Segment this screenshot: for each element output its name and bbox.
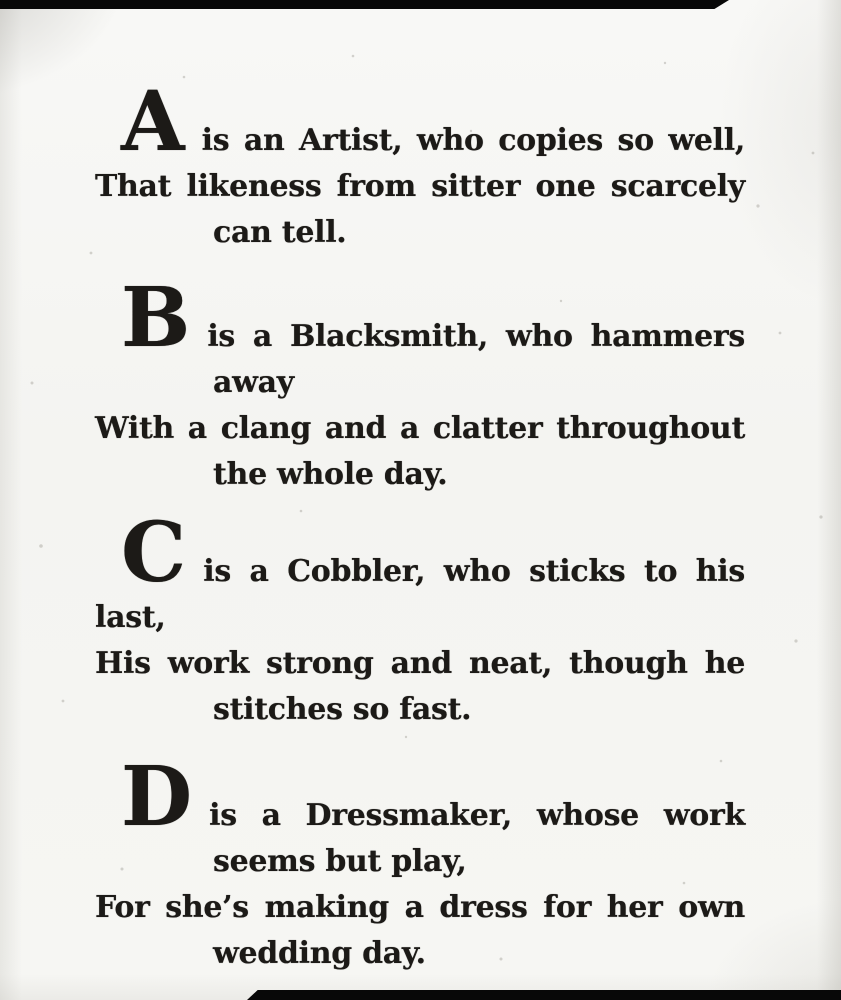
verse-d-line-2: seems but play, [213, 844, 467, 879]
verse-c-line-1 [95, 505, 745, 641]
initial-capital-c: C [121, 505, 187, 601]
verse-b [95, 270, 745, 498]
verse-d [95, 749, 745, 977]
verse-b-line-1-text: is a Blacksmith, who hammers [207, 319, 745, 354]
verse-b-line-2: away [213, 365, 294, 400]
verse-a-line-3: can tell. [213, 215, 347, 250]
verse-a-line-1 [95, 74, 745, 170]
verse-d-line-1-text: is a Dressmaker, whose work [209, 798, 745, 833]
verse-c-line-2: His work strong and neat, though he [95, 646, 745, 681]
verse-a-line-2: That likeness from sitter one scarcely [95, 169, 745, 204]
verse-c-line-3: stitches so fast. [213, 692, 472, 727]
verse-a-line-1-text: is an Artist, who copies so well, [201, 123, 745, 158]
paper-speckles [0, 0, 2, 2]
initial-capital-a: A [121, 74, 185, 170]
verse-d-line-3: For she’s making a dress for her own [95, 890, 745, 925]
verse-text-column [95, 74, 745, 977]
verse-c [95, 505, 745, 733]
verse-b-line-3: With a clang and a clatter throughout [95, 411, 745, 446]
initial-capital-b: B [121, 270, 191, 366]
verse-c-line-1-text: is a Cobbler, who sticks to his last, [95, 554, 745, 635]
initial-capital-d: D [121, 749, 193, 845]
verse-a [95, 74, 745, 256]
verse-b-line-1 [95, 270, 745, 366]
verse-d-line-4: wedding day. [213, 936, 426, 971]
verse-b-line-4: the whole day. [213, 457, 448, 492]
verse-d-line-1 [95, 749, 745, 845]
scan-edge-artifact-bottom [247, 990, 841, 1000]
scan-edge-artifact-top [0, 0, 729, 9]
